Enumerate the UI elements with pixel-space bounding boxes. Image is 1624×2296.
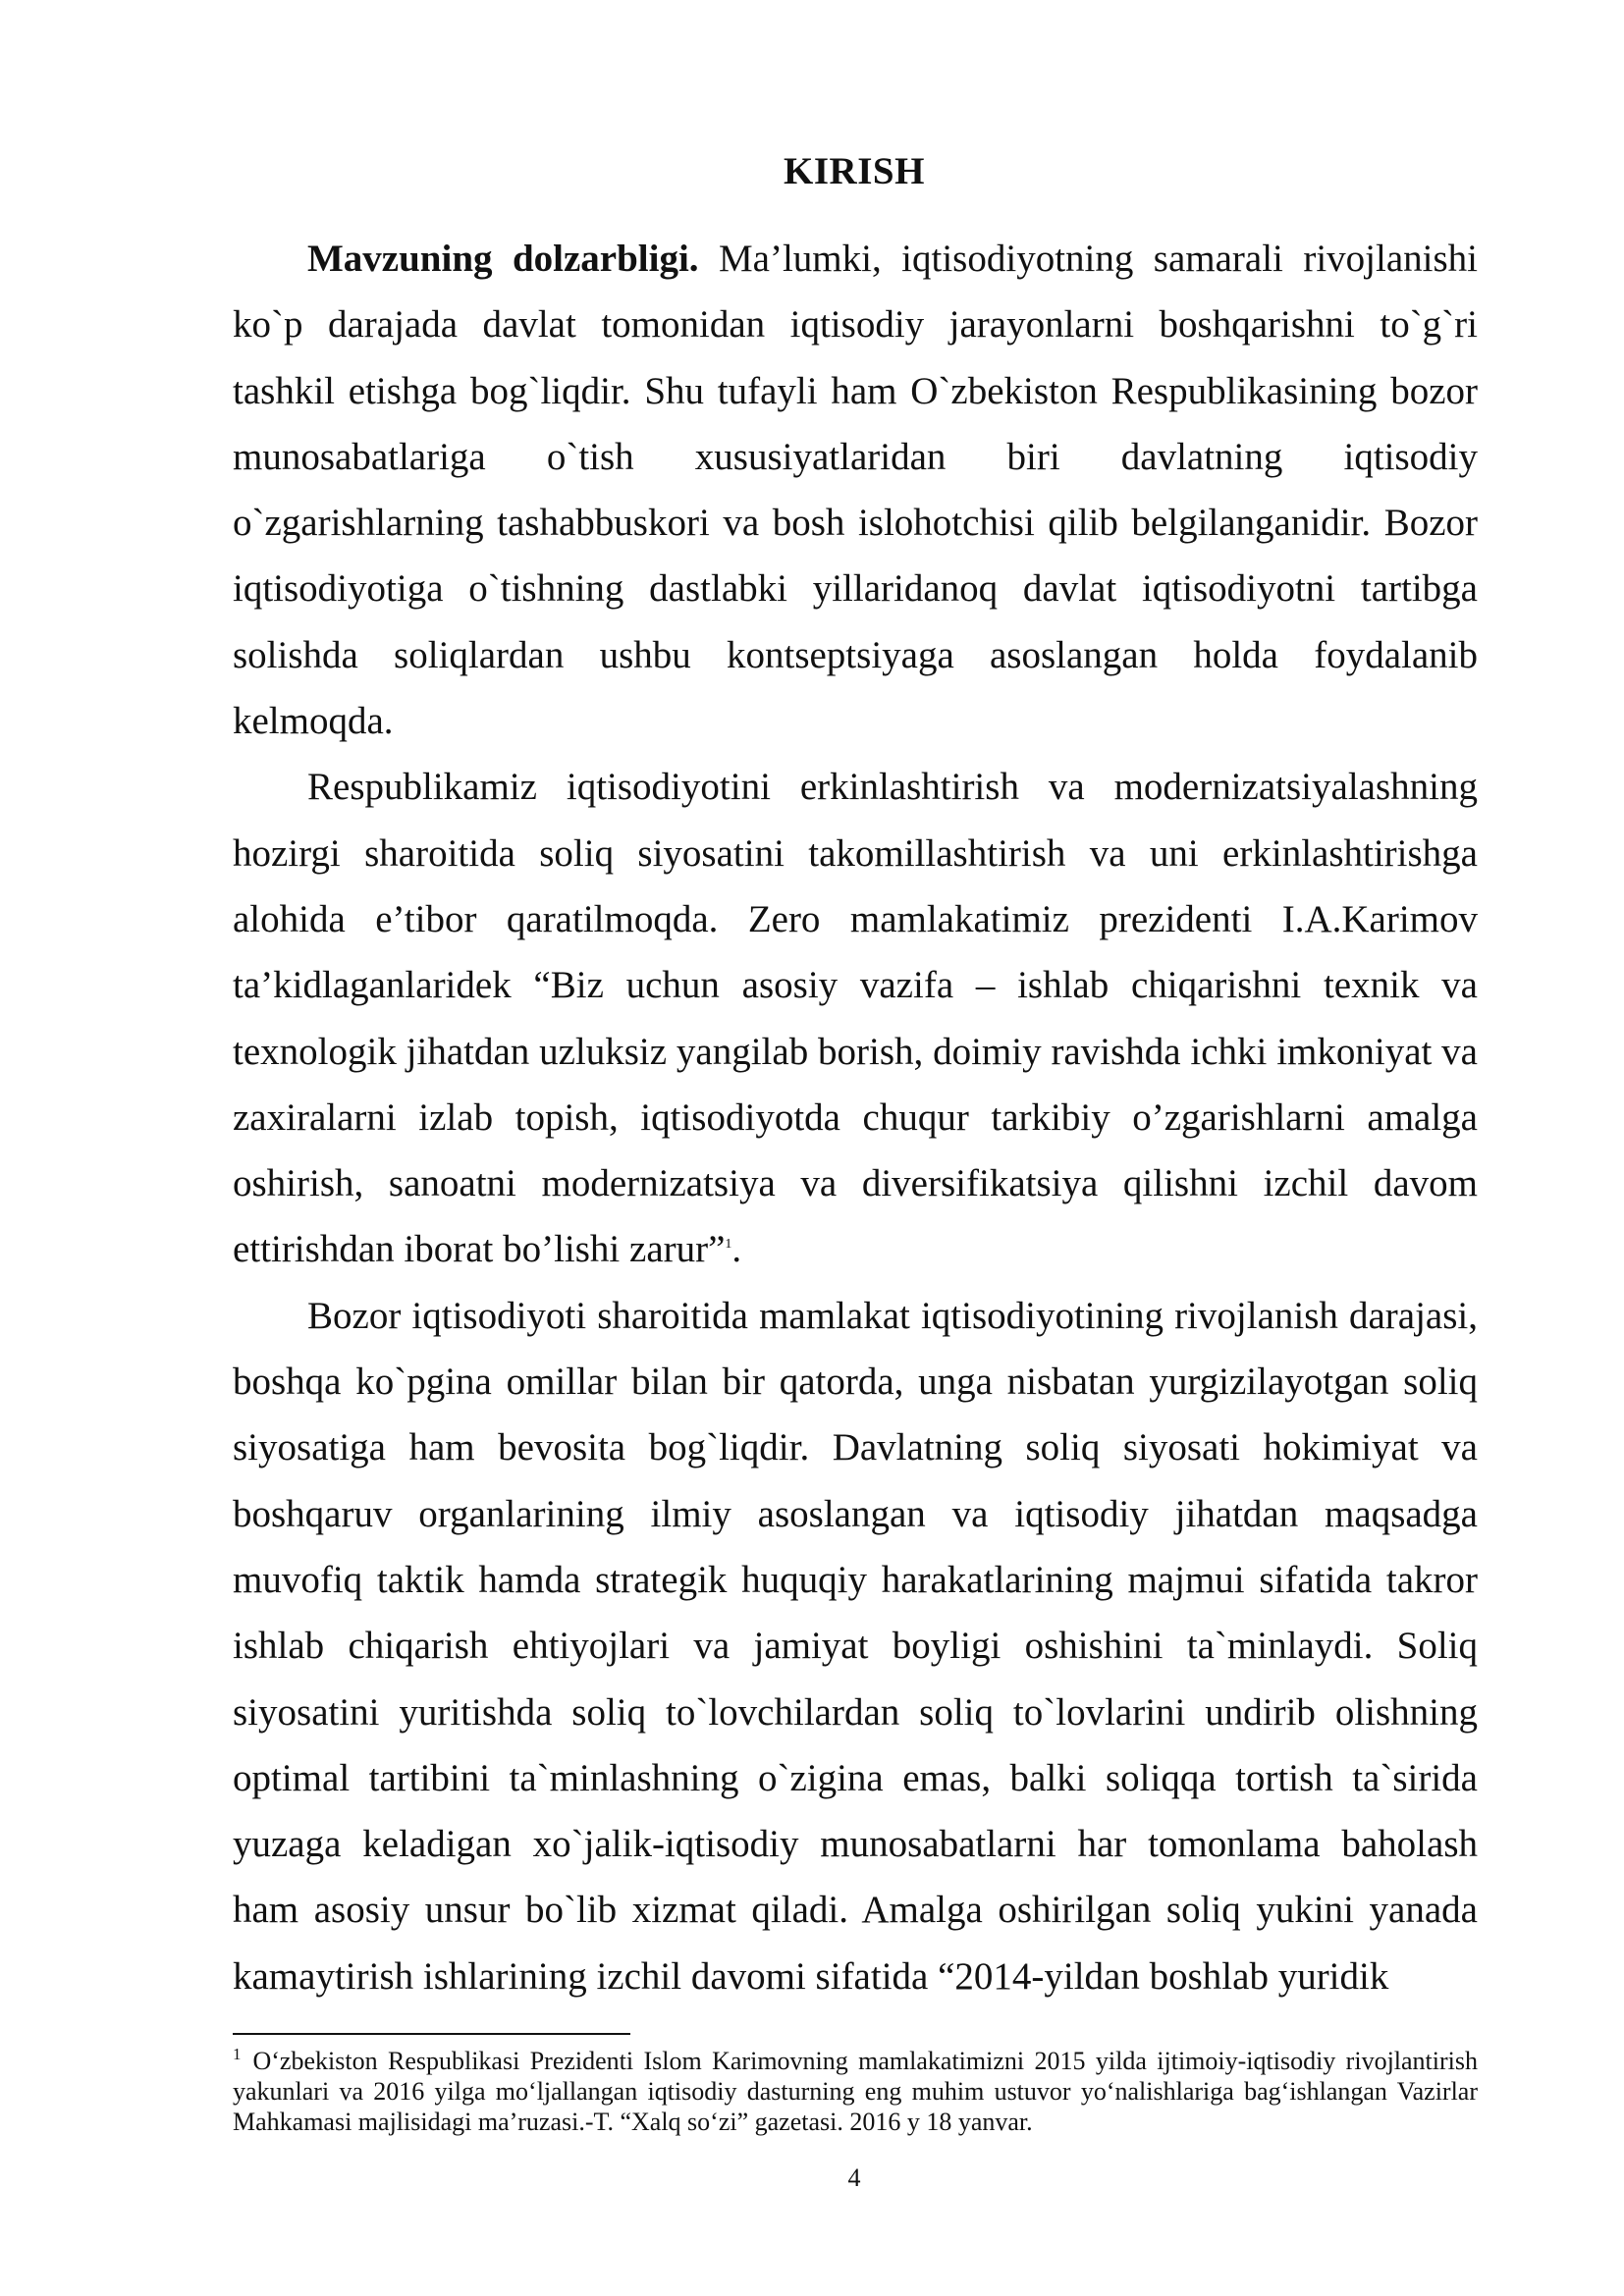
paragraph-text: Ma’lumki, iqtisodiyotning samarali rivojlanishi ko`p darajada davlat tomonidan iqtisodiy jarayonlarni boshqarishni to`g`ri tashkil etishga bog`liqdir. Shu tufayli ham O`zbekiston Respublikasining bozor munosabatlariga o`tish xususiyatlaridan biri davlatning iqtisodiy o`zgarishlarning tashabbuskori va bosh islohotchisi qilib belgilanganidir. Bozor iqtisodiyotiga o`tishning dastlabki yillaridanoq davlat iqtisodiyotni tartibga solishda soliqlardan ushbu kontseptsiyaga asoslangan holda foydalanib kelmoqda. [233, 238, 1478, 743]
footnote-number: 1 [233, 2045, 242, 2063]
body-text [233, 226, 1478, 2009]
paragraph-text: Respublikamiz iqtisodiyotini erkinlashtirish va modernizatsiyalashning hozirgi sharoitida soliq siyosatini takomillashtirish va uni erkinlashtirishga alohida e’tibor qaratilmoqda. Zero mamlakatimiz prezidenti I.A.Karimov ta’kidlaganlaridek “Biz uchun asosiy vazifa – ishlab chiqarishni texnik va texnologik jihatdan uzluksiz yangilab borish, doimiy ravishda ichki imkoniyat va zaxiralarni izlab topish, iqtisodiyotda chuqur tarkibiy o’zgarishlarni amalga oshirish, sanoatni modernizatsiya va diversifikatsiya qilishni izchil davom ettirishdan iborat bo’lishi zarur” [233, 766, 1478, 1271]
section-heading: KIRISH [784, 150, 925, 192]
paragraph-tax-policy [233, 754, 1478, 1282]
footnote [233, 2046, 1478, 2137]
page-number: 4 [847, 2163, 861, 2192]
paragraph-relevance [233, 226, 1478, 754]
paragraph-lead: Mavzuning dolzarbligi. [307, 238, 699, 280]
paragraph-market-economy [233, 1283, 1478, 2009]
footnote-reference[interactable]: 1 [725, 1237, 732, 1253]
paragraph-text: Bozor iqtisodiyoti sharoitida mamlakat iqtisodiyotining rivojlanish darajasi, boshqa ko`pgina omillar bilan bir qatorda, unga nisbatan yurgizilayotgan soliq siyosatiga ham bevosita bog`liqdir. Davlatning soliq siyosati hokimiyat va boshqaruv organlarining ilmiy asoslangan va iqtisodiy jihatdan maqsadga muvofiq taktik hamda strategik huquqiy harakatlarining majmui sifatida takror ishlab chiqarish ehtiyojlari va jamiyat boyligi oshishini ta`minlaydi. Soliq siyosatini yuritishda soliq to`lovchilardan soliq to`lovlarini undirib olishning optimal tartibini ta`minlashning o`zigina emas, balki soliqqa tortish ta`sirida yuzaga keladigan xo`jalik-iqtisodiy munosabatlarni har tomonlama baholash ham asosiy unsur bo`lib xizmat qiladi. Amalga oshirilgan soliq yukini yanada kamaytirish ishlarining izchil davomi sifatida “2014-yildan boshlab yuridik [233, 1294, 1478, 1998]
footnote-divider [233, 2033, 630, 2035]
footnote-text: O‘zbekiston Respublikasi Prezidenti Islom Karimovning mamlakatimizni 2015 yilda ijtimoiy-iqtisodiy rivojlantirish yakunlari va 2016 yilga mo‘ljallangan iqtisodiy dasturning eng muhim ustuvor yo‘nalishlariga bag‘ishlangan Vazirlar Mahkamasi majlisidagi ma’ruzasi.-T. “Xalq so‘zi” gazetasi. 2016 y 18 yanvar. [233, 2047, 1478, 2136]
paragraph-end: . [731, 1228, 742, 1271]
